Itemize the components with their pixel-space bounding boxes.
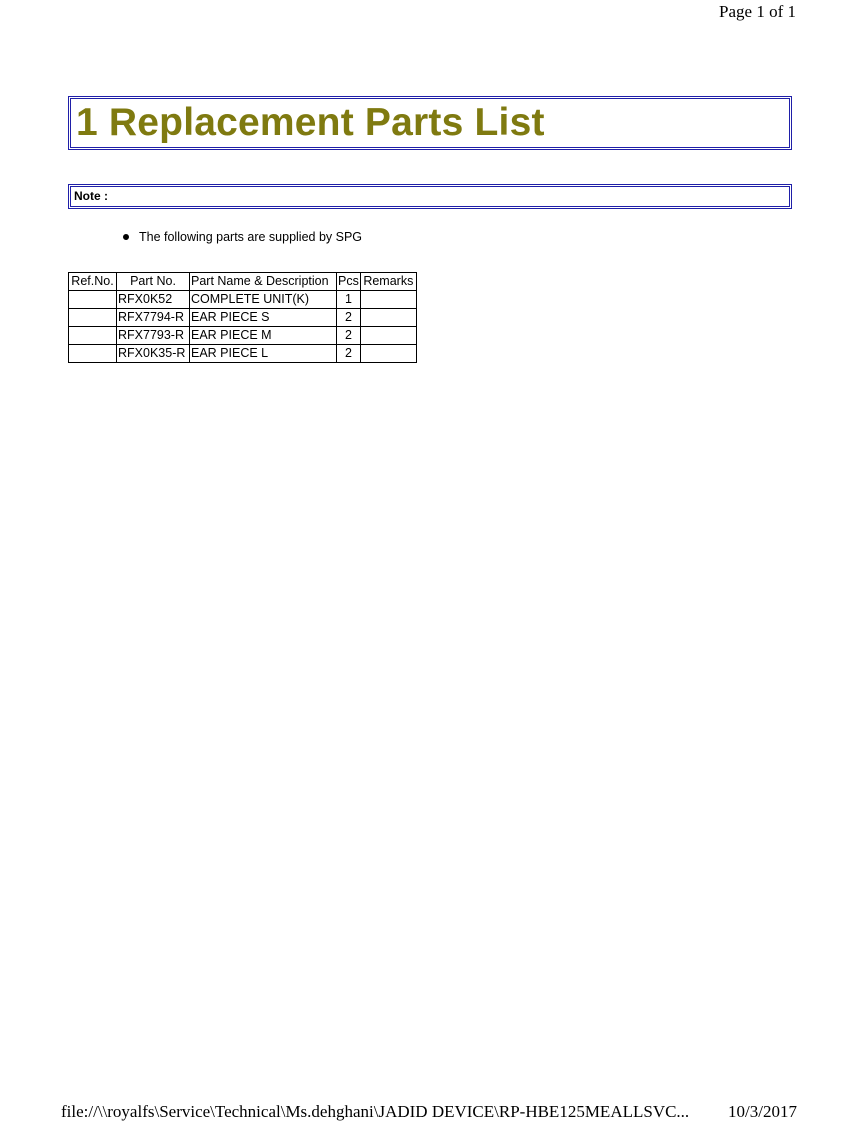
table-header-row — [69, 273, 417, 291]
table-row — [69, 345, 417, 363]
cell-name: EAR PIECE M — [190, 327, 337, 345]
cell-ref — [69, 291, 117, 309]
note-label: Note : — [74, 189, 108, 203]
cell-ref — [69, 345, 117, 363]
footer-file-path: file://\\royalfs\Service\Technical\Ms.dehghani\JADID DEVICE\RP-HBE125MEALLSVC... — [61, 1102, 690, 1121]
footer-date: 10/3/2017 — [728, 1102, 797, 1121]
table-row — [69, 309, 417, 327]
cell-pcs: 2 — [337, 309, 361, 327]
cell-part-no: RFX7794-R — [117, 309, 190, 327]
cell-name: EAR PIECE S — [190, 309, 337, 327]
cell-ref — [69, 309, 117, 327]
cell-pcs: 2 — [337, 345, 361, 363]
column-header-pcs: Pcs — [337, 273, 361, 291]
column-header-part-no: Part No. — [117, 273, 190, 291]
page-number: Page 1 of 1 — [719, 2, 796, 21]
cell-remarks — [360, 291, 416, 309]
column-header-name: Part Name & Description — [190, 273, 337, 291]
cell-name: COMPLETE UNIT(K) — [190, 291, 337, 309]
parts-table — [68, 272, 417, 363]
cell-pcs: 1 — [337, 291, 361, 309]
cell-part-no: RFX0K52 — [117, 291, 190, 309]
column-header-remarks: Remarks — [360, 273, 416, 291]
cell-ref — [69, 327, 117, 345]
cell-pcs: 2 — [337, 327, 361, 345]
bullet-icon — [123, 234, 129, 240]
list-item — [120, 229, 362, 245]
cell-remarks — [360, 345, 416, 363]
note-text: The following parts are supplied by SPG — [139, 230, 363, 244]
title-box — [68, 96, 792, 150]
cell-name: EAR PIECE L — [190, 345, 337, 363]
cell-remarks — [360, 327, 416, 345]
note-box — [68, 184, 792, 209]
page-title: 1 Replacement Parts List — [76, 101, 545, 144]
table-row — [69, 291, 417, 309]
cell-remarks — [360, 309, 416, 327]
notes-list — [120, 229, 362, 245]
cell-part-no: RFX7793-R — [117, 327, 190, 345]
table-row — [69, 327, 417, 345]
cell-part-no: RFX0K35-R — [117, 345, 190, 363]
column-header-ref: Ref.No. — [69, 273, 117, 291]
